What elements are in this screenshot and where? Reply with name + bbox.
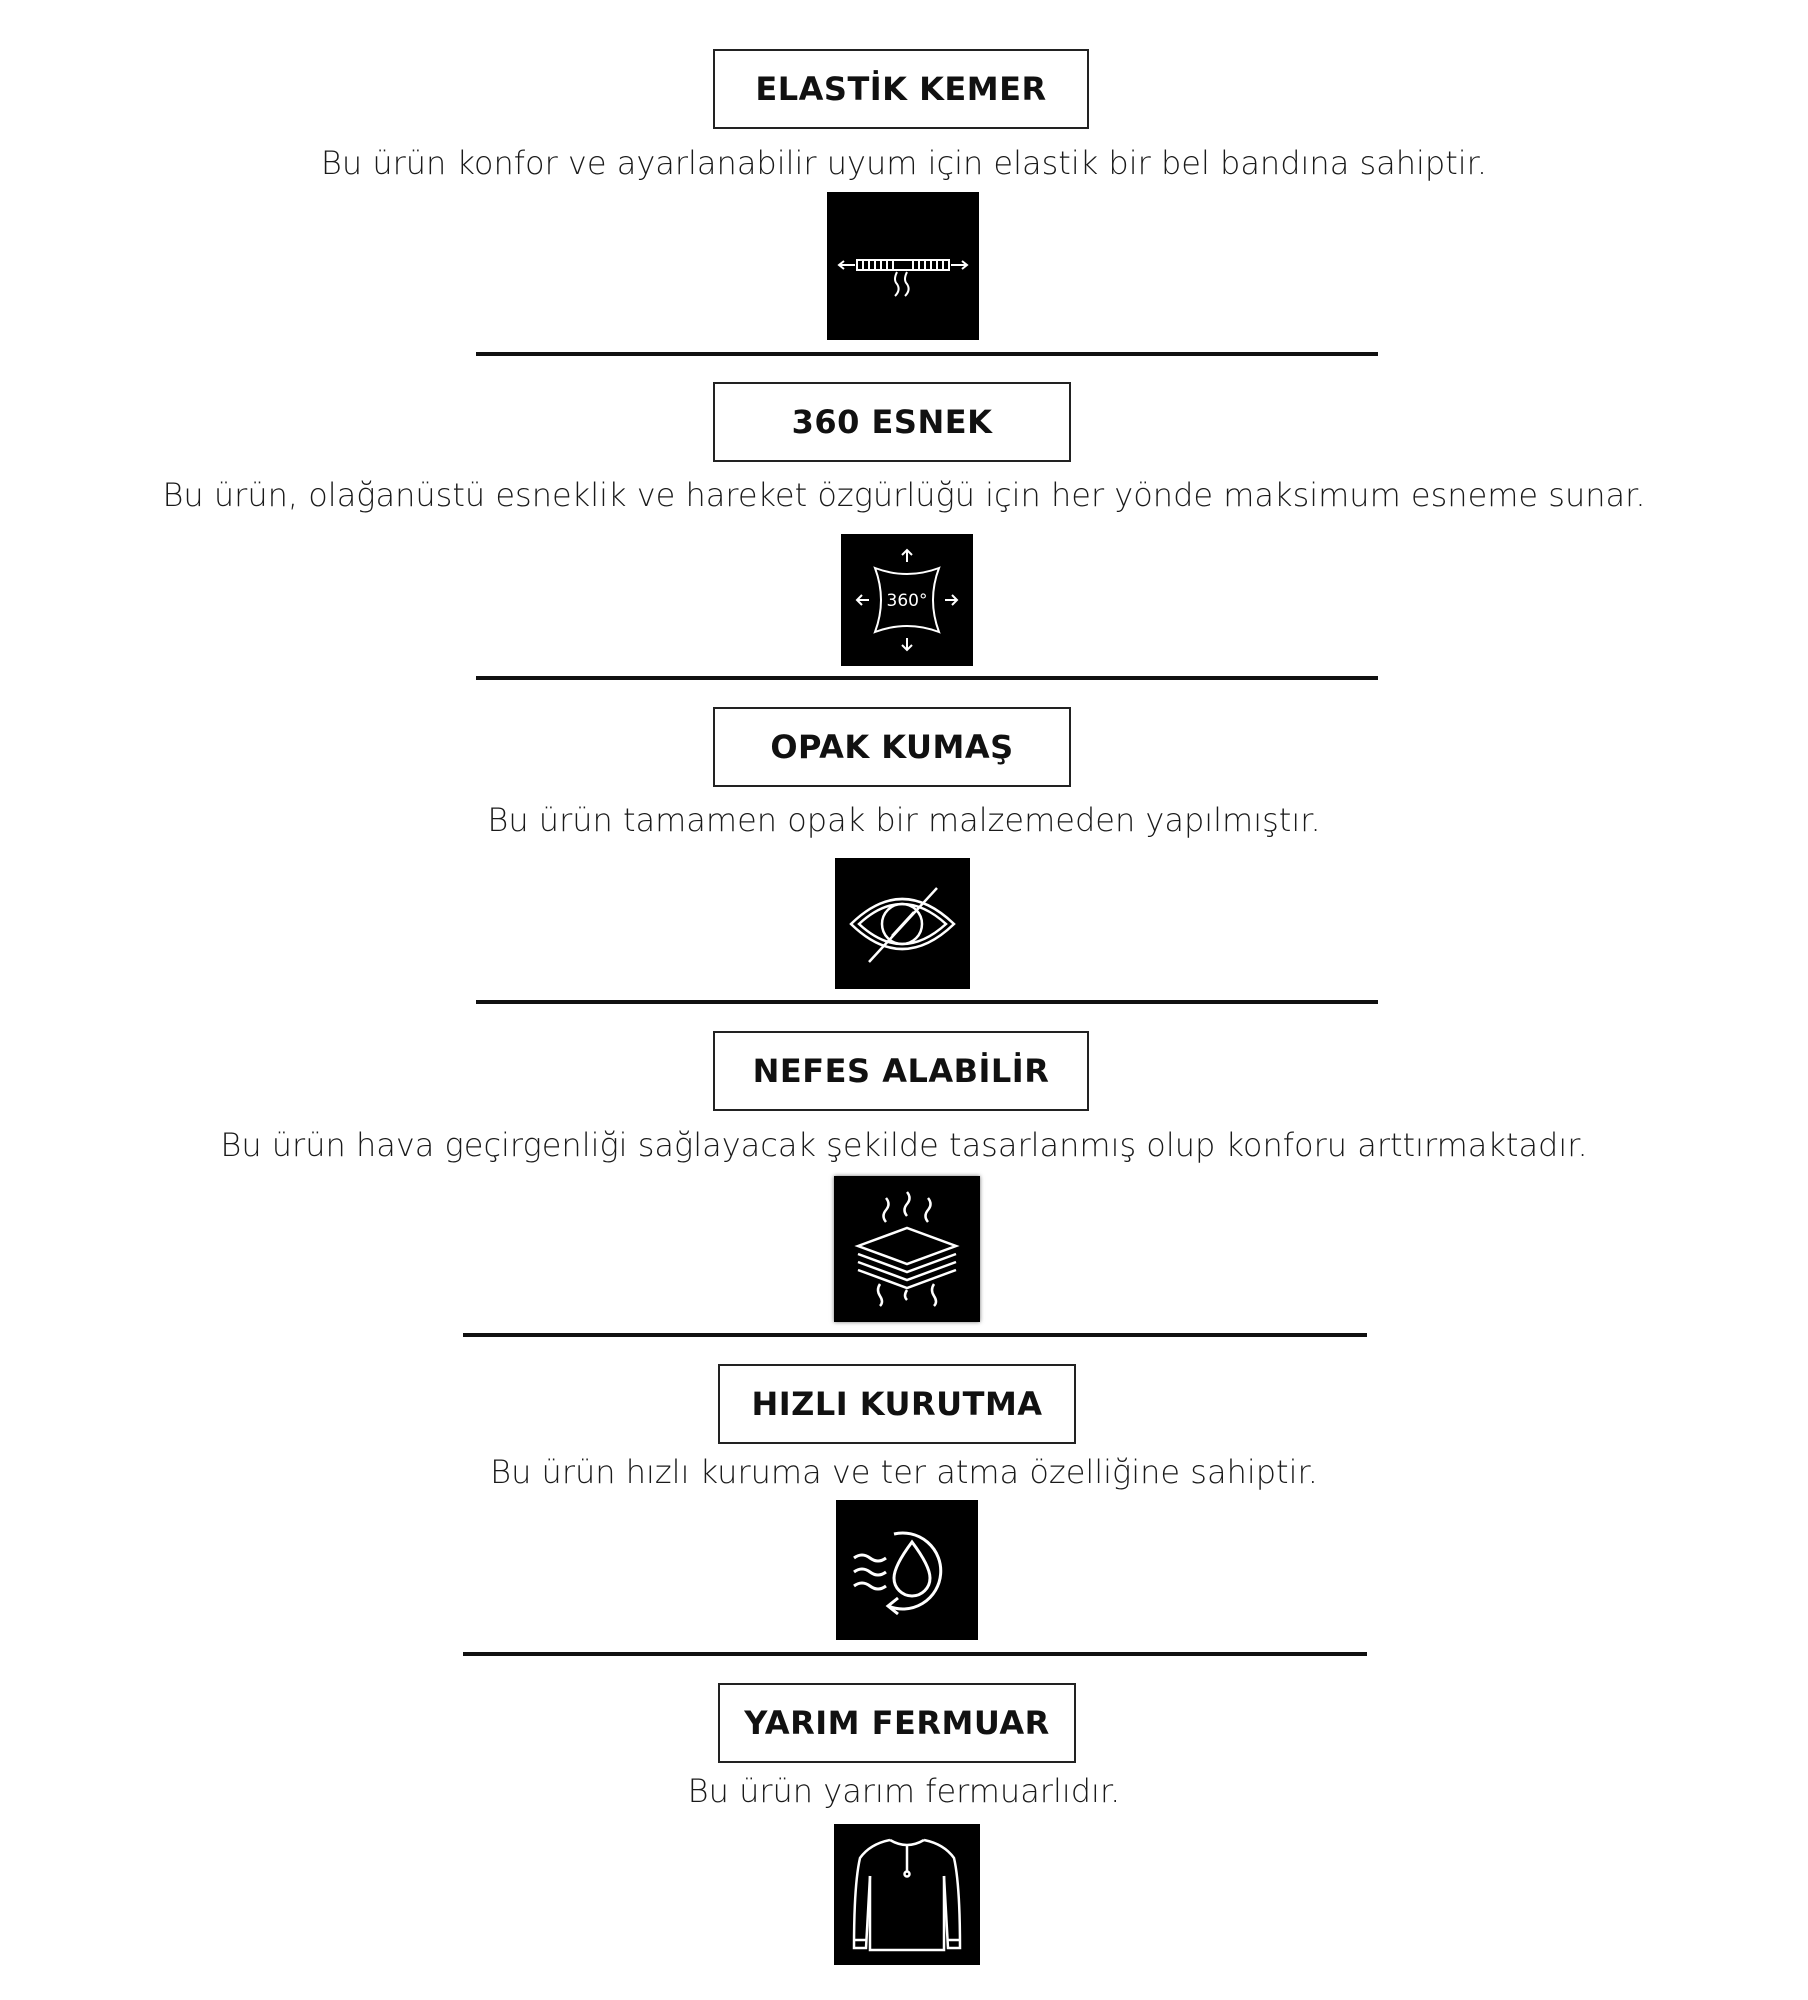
feature-title-opaque: OPAK KUMAŞ	[713, 707, 1071, 787]
stretch-360-label: 360°	[886, 591, 928, 611]
elastic-waistband-icon	[827, 192, 979, 340]
stretch-360-icon	[841, 534, 973, 666]
quick-dry-drop-icon	[836, 1500, 978, 1640]
section-divider	[463, 1652, 1367, 1656]
feature-title-quick-dry: HIZLI KURUTMA	[718, 1364, 1076, 1444]
section-divider	[476, 352, 1378, 356]
feature-description-quick-dry: Bu ürün hızlı kuruma ve ter atma özelliğine sahiptir.	[490, 1453, 1318, 1491]
section-divider	[476, 676, 1378, 680]
section-divider	[476, 1000, 1378, 1004]
feature-title-elastic: ELASTİK KEMER	[713, 49, 1089, 129]
half-zip-shirt-icon	[834, 1824, 980, 1965]
section-divider	[463, 1333, 1367, 1337]
feature-title-stretch: 360 ESNEK	[713, 382, 1071, 462]
breathable-layers-icon	[834, 1176, 980, 1322]
feature-description-opaque: Bu ürün tamamen opak bir malzemeden yapılmıştır.	[487, 801, 1321, 839]
feature-title-breathable: NEFES ALABİLİR	[713, 1031, 1089, 1111]
feature-description-elastic: Bu ürün konfor ve ayarlanabilir uyum için elastik bir bel bandına sahiptir.	[320, 144, 1488, 182]
feature-description-stretch: Bu ürün, olağanüstü esneklik ve hareket özgürlüğü için her yönde maksimum esneme sunar.	[162, 476, 1646, 514]
opaque-eye-slash-icon	[835, 858, 970, 989]
feature-description-half-zip: Bu ürün yarım fermuarlıdır.	[687, 1772, 1121, 1810]
feature-title-half-zip: YARIM FERMUAR	[718, 1683, 1076, 1763]
feature-description-breathable: Bu ürün hava geçirgenliği sağlayacak şekilde tasarlanmış olup konforu arttırmaktadır.	[220, 1126, 1588, 1164]
